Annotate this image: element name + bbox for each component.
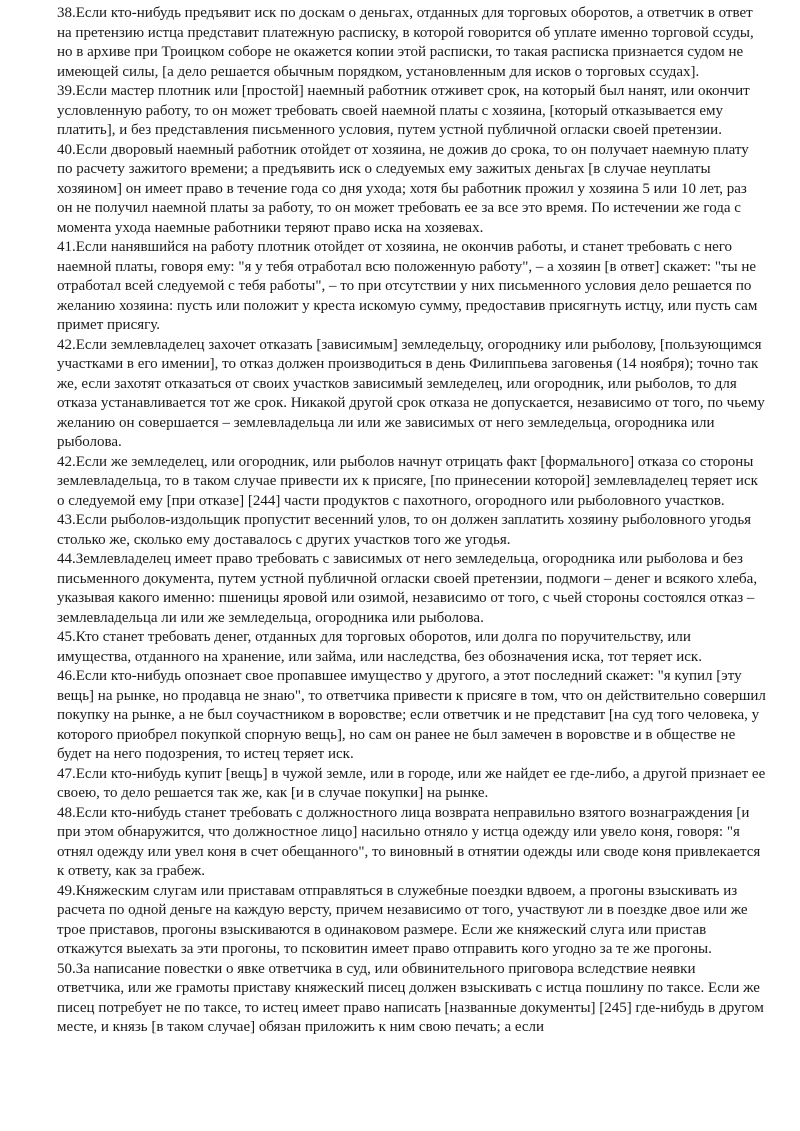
article-46: 46.Если кто-нибудь опознает свое пропавшее имущество у другого, а этот последний скажет: "я купил [эту вещь] на рынке, но продавца не знаю", то ответчика привести к присяге в том, что он действительно совершил покупку на рынке, а не был соучастником в воровстве; если ответчик и не представит [на суд того человека, у которого приобрел покупкой спорную вещь], но сам он ранее не был замечен в воровстве и в обществе не будет на него подозрения, то истец теряет иск.	[57, 668, 766, 762]
article-39: 39.Если мастер плотник или [простой] наемный работник отживет срок, на который был нанят, или окончит условленную работу, то он может требовать своей наемной платы с хозяина, [который отказывается ему платить], и без представления письменного условия, путем устной публичной огласки своей претензии.	[57, 83, 750, 138]
article-43: 43.Если рыболов-издольщик пропустит весенний улов, то он должен заплатить хозяину рыболовного угодья столько же, сколько ему доставалось с других участков того же угодья.	[57, 512, 752, 548]
article-38: 38.Если кто-нибудь предъявит иск по доскам о деньгах, отданных для торговых оборотов, а ответчик в ответ на претензию истца представит платежную расписку, в которой говорится об уплате именно торговой ссуды, но в архиве при Троицком соборе не окажется копии этой расписки, то такая расписка признается судом не имеющей силы, [а дело решается обычным порядком, установленным для исков о торговых ссудах].	[57, 5, 754, 80]
article-47: 47.Если кто-нибудь купит [вещь] в чужой земле, или в городе, или же найдет ее где-либо, а другой признает ее своею, то дело решается так же, как [и в случае покупки] на рынке.	[57, 765, 766, 801]
article-41: 41.Если нанявшийся на работу плотник отойдет от хозяина, не окончив работы, и станет требовать с него наемной платы, говоря ему: "я у тебя отработал всю положенную работу", – а хозяин [в ответ] скажет: "ты не отработал всей следуемой с тебя работы", – то при отсутствии у них письменного условия дело решается по желанию хозяина: пусть или положит у креста искомую сумму, предоставив присягнуть истцу, или пусть сам примет присягу.	[57, 239, 758, 333]
article-42-second: 42.Если же земледелец, или огородник, или рыболов начнут отрицать факт [формального] отказа со стороны землевладельца, то в таком случае привести их к присяге, [по принесении которой] землевладелец теряет иск о следуемой ему [при отказе] [244] части продуктов с пахотного, огородного или рыболовного участков.	[57, 453, 758, 509]
article-50: 50.За написание повестки о явке ответчика в суд, или обвинительного приговора вследствие неявки ответчика, или же грамоты приставу княжеский писец должен взыскивать с истца пошлину по таксе. Если же писец потребует не по таксе, то истец имеет право написать [названные документы] [245] где-нибудь в другом месте, и князь [в таком случае] обязан приложить к ним свою печать; а если	[57, 960, 764, 1035]
article-45: 45.Кто станет требовать денег, отданных для торговых оборотов, или долга по поручительству, или имущества, отданного на хранение, или займа, или наследства, без обозначения иска, тот теряет иск.	[57, 629, 702, 665]
article-40: 40.Если дворовый наемный работник отойдет от хозяина, не дожив до срока, то он получает наемную плату по расчету зажитого времени; а предъявить иск о следуемых ему зажитых деньгах [в случае неуплаты хозяином] он имеет право в течение года со дня ухода; хотя бы работник прожил у хозяина 5 или 10 лет, раз он не получил наемной платы за работу, то он может требовать ее за все это время. По истечении же года с момента ухода наемные работники теряют право иска на хозяевах.	[57, 141, 749, 236]
article-48: 48.Если кто-нибудь станет требовать с должностного лица возврата неправильно взятого вознаграждения [и при этом обнаружится, что должностное лицо] насильно отняло у истца одежду или увело коня, говоря: "я отнял одежду или увел коня в счет обещанного", то виновный в отнятии одежды или своде коня привлекается к ответу, как за грабеж.	[57, 804, 761, 879]
article-49: 49.Княжеским слугам или приставам отправляться в служебные поездки вдвоем, а прогоны взыскивать из расчета по одной деньге на каждую версту, причем независимо от того, участвуют ли в поездке двое или же трое приставов, прогоны взыскиваются в одинаковом размере. Если же княжеский слуга или пристав откажутся выехать за эти прогоны, то псковитин имеет право отправить кого угодно за те же прогоны.	[57, 882, 748, 957]
article-44: 44.Землевладелец имеет право требовать с зависимых от него земледельца, огородника или рыболова и без письменного документа, путем устной публичной огласки своей претензии, подмоги – денег и всякого хлеба, указывая какого именно: пшеницы яровой или озимой, независимо от того, с чьей стороны состоялся отказ – землевладельца ли или же земледельца, огородника или рыболова.	[57, 551, 758, 626]
article-42: 42.Если землевладелец захочет отказать [зависимым] земледельцу, огороднику или рыболову, [пользующимся участками в его имении], то отказ должен производиться в день Филиппьева заговенья (14 ноября); точно так же, если захотят отказаться от своих участков зависимый земледелец, или огородник, или рыболов, то для отказа устанавливается тот же срок. Никакой другой срок отказа не допускается, независимо от того, по чьему желанию он совершается – землевладельца ли или же зависимых от него земледельца, огородника или рыболова.	[57, 336, 765, 450]
